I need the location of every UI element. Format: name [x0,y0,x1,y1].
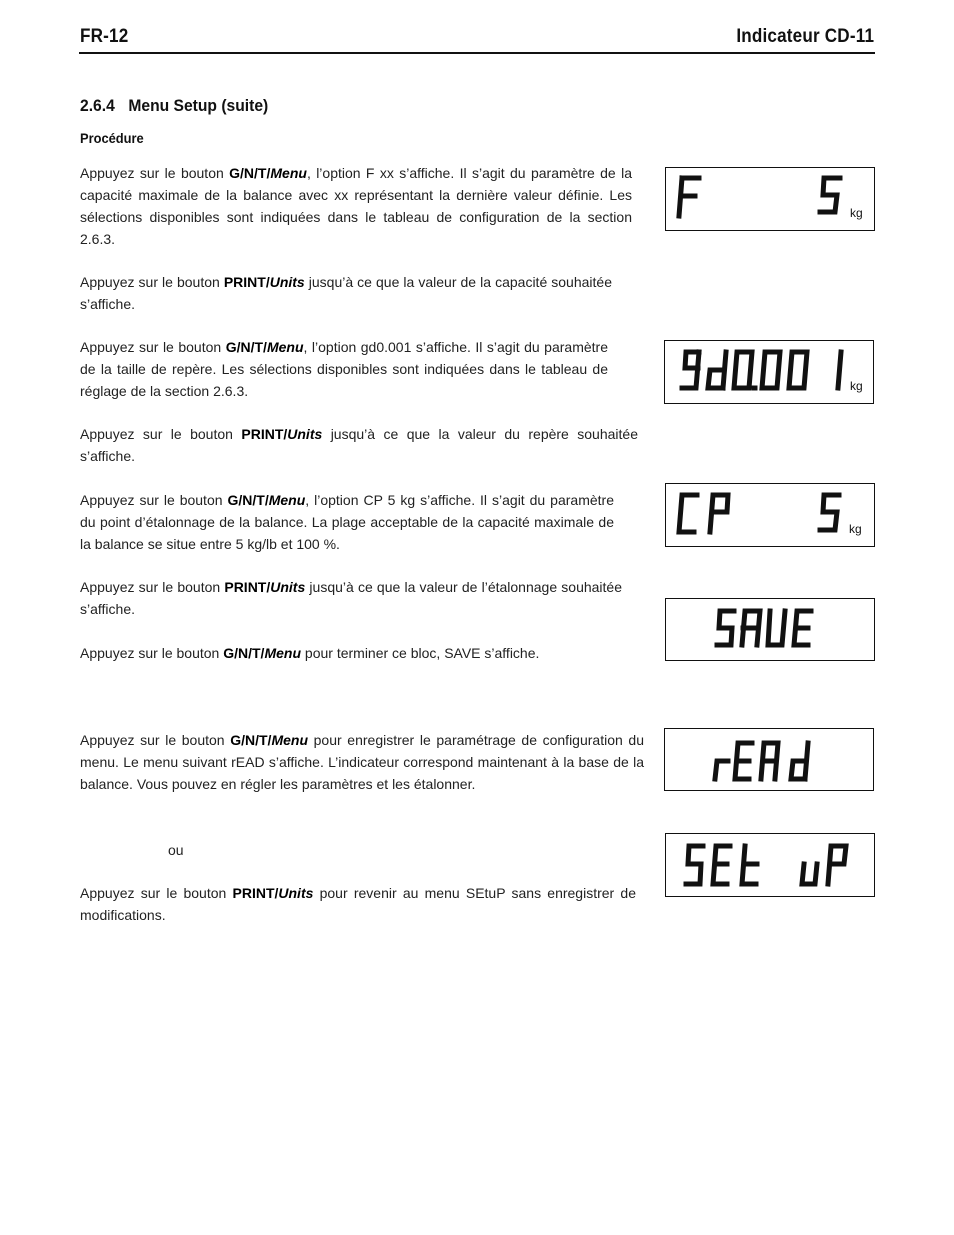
paragraph-7: Appuyez sur le bouton G/N/T/Menu pour terminer ce bloc, SAVE s’affiche. [80,645,540,661]
paragraph-9: Appuyez sur le bouton PRINT/Units pour revenir au menu SEtuP sans enregistrer de modifications. [80,885,636,923]
paragraph-3: Appuyez sur le bouton G/N/T/Menu, l’option gd0.001 s’affiche. Il s’agit du paramètre de la taille de repère. Les sélections disponibles sont indiquées dans le tableau de réglage de la section 2.6.3. [80,339,608,399]
or-text: ou [168,842,184,858]
paragraph-4: Appuyez sur le bouton PRINT/Units jusqu’à ce que la valeur du repère souhaitée s’affiche. [80,426,638,464]
lcd-display-graduation [664,340,874,404]
lcd-segments [666,599,874,660]
unit-label: kg [849,522,862,536]
header-rule [79,52,875,54]
lcd-display-save [665,598,875,661]
lcd-display-capacity [665,167,875,231]
lcd-segments [665,729,873,790]
lcd-segments [665,341,873,403]
paragraph-6: Appuyez sur le bouton PRINT/Units jusqu’à ce que la valeur de l’étalonnage souhaitée s’affiche. [80,579,622,617]
section-heading [80,96,268,116]
paragraph-5: Appuyez sur le bouton G/N/T/Menu, l’option CP 5 kg s’affiche. Il s’agit du paramètre du point d’étalonnage de la balance. La plage acceptable de la capacité maximale de la balance se situe entre 5 kg/lb et 100 %. [80,492,614,552]
lcd-segments [666,834,874,896]
page-number: FR-12 [80,26,129,47]
lcd-segments [666,168,874,230]
unit-label: kg [850,206,863,220]
section-number: 2.6.4 [80,96,115,115]
procedure-heading: Procédure [80,130,144,146]
unit-label: kg [850,379,863,393]
paragraph-2: Appuyez sur le bouton PRINT/Units jusqu’à ce que la valeur de la capacité souhaitée s’affiche. [80,274,612,312]
paragraph-1: Appuyez sur le bouton G/N/T/Menu, l’option F xx s’affiche. Il s’agit du paramètre de la capacité maximale de la balance avec xx représentant la dernière valeur définie. Les sélections disponibles sont indiquées dans le tableau de configuration de la section 2.6.3. [80,165,632,247]
document-title: Indicateur CD-11 [736,26,874,47]
lcd-display-calibration-point [665,483,875,547]
section-title: Menu Setup (suite) [128,96,269,115]
lcd-segments [666,484,874,546]
lcd-display-setup [665,833,875,897]
lcd-display-read [664,728,874,791]
paragraph-8: Appuyez sur le bouton G/N/T/Menu pour enregistrer le paramétrage de configuration du menu. Le menu suivant rEAD s’affiche. L’indicateur correspond maintenant à la base de la balance. Vous pouvez en régler les paramètres et les étalonner. [80,732,644,792]
